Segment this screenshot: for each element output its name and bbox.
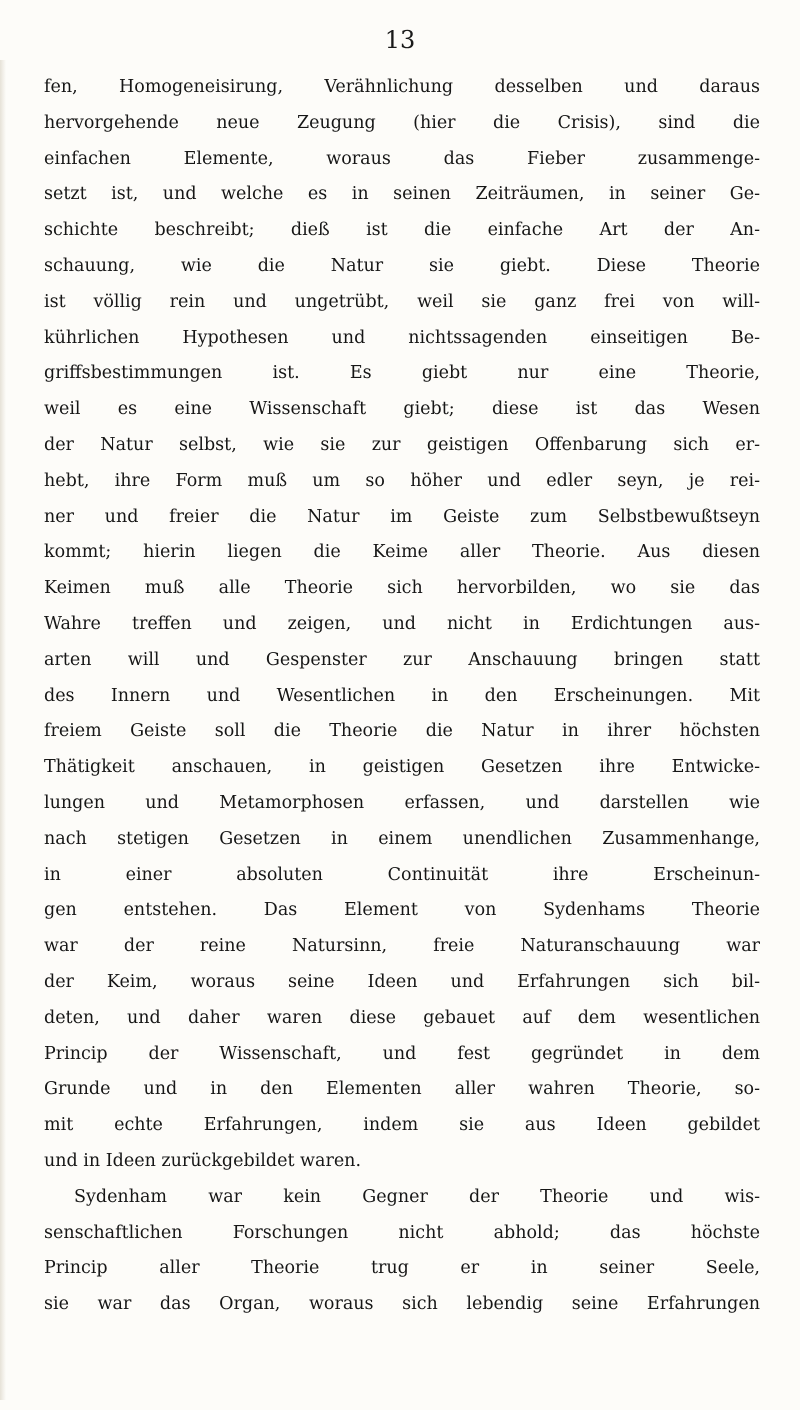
text-line: fen, Homogeneisirung, Verähnlichung desselben und daraus — [44, 77, 760, 97]
text-line: Thätigkeit anschauen, in geistigen Gesetzen ihre Entwicke- — [44, 757, 760, 778]
text-line: hervorgehende neue Zeugung (hier die Crisis), sind die — [44, 112, 760, 133]
body-text — [44, 70, 760, 1323]
text-line: hebt, ihre Form muß um so höher und edler seyn, je rei- — [44, 470, 760, 491]
text-line: der Keim, woraus seine Ideen und Erfahrungen sich bil- — [44, 971, 760, 992]
text-line: einfachen Elemente, woraus das Fieber zusammenge- — [44, 148, 760, 169]
text-line: Princip der Wissenschaft, und fest gegründet in dem — [44, 1043, 760, 1064]
text-line: kommt; hierin liegen die Keime aller Theorie. Aus diesen — [44, 542, 760, 563]
text-line: deten, und daher waren diese gebauet auf dem wesentlichen — [44, 1007, 760, 1028]
text-line: griffsbestimmungen ist. Es giebt nur eine Theorie, — [44, 363, 760, 384]
text-line: Princip aller Theorie trug er in seiner Seele, — [44, 1258, 760, 1279]
text-line: in einer absoluten Continuität ihre Erscheinun- — [44, 864, 760, 885]
text-line: ist völlig rein und ungetrübt, weil sie ganz frei von will- — [44, 291, 760, 312]
text-line: Sydenham war kein Gegner der Theorie und wis- — [74, 1186, 760, 1207]
text-line: und in Ideen zurückgebildet waren. — [44, 1150, 362, 1171]
text-line: lungen und Metamorphosen erfassen, und darstellen wie — [44, 792, 760, 813]
text-line: kührlichen Hypothesen und nichtssagenden einseitigen Be- — [44, 327, 760, 348]
text-line: freiem Geiste soll die Theorie die Natur in ihrer höchsten — [44, 721, 760, 742]
text-line: gen entstehen. Das Element von Sydenhams Theorie — [44, 900, 760, 921]
text-line: Wahre treffen und zeigen, und nicht in Erdichtungen aus- — [44, 613, 760, 634]
text-line: schichte beschreibt; dieß ist die einfache Art der An- — [44, 220, 760, 241]
text-line: nach stetigen Gesetzen in einem unendlichen Zusammenhange, — [44, 828, 760, 849]
text-line: Keimen muß alle Theorie sich hervorbilden, wo sie das — [44, 578, 760, 599]
text-line: mit echte Erfahrungen, indem sie aus Ideen gebildet — [44, 1115, 760, 1136]
text-line: war der reine Natursinn, freie Naturanschauung war — [44, 936, 760, 957]
text-line: sie war das Organ, woraus sich lebendig seine Erfahrungen — [44, 1294, 760, 1315]
text-line: senschaftlichen Forschungen nicht abhold; das höchste — [44, 1222, 760, 1243]
text-line: weil es eine Wissenschaft giebt; diese ist das Wesen — [44, 399, 760, 420]
text-line: setzt ist, und welche es in seinen Zeiträumen, in seiner Ge- — [44, 184, 760, 205]
text-line: Grunde und in den Elementen aller wahren Theorie, so- — [44, 1079, 760, 1100]
text-line: des Innern und Wesentlichen in den Erscheinungen. Mit — [44, 685, 760, 706]
text-line: der Natur selbst, wie sie zur geistigen Offenbarung sich er- — [44, 434, 760, 455]
page-number: 13 — [384, 26, 416, 54]
page-gutter-shadow — [0, 60, 6, 1400]
text-line: schauung, wie die Natur sie giebt. Diese Theorie — [44, 255, 760, 276]
text-line: arten will und Gespenster zur Anschauung bringen statt — [44, 649, 760, 670]
text-line: ner und freier die Natur im Geiste zum Selbstbewußtseyn — [44, 506, 760, 527]
